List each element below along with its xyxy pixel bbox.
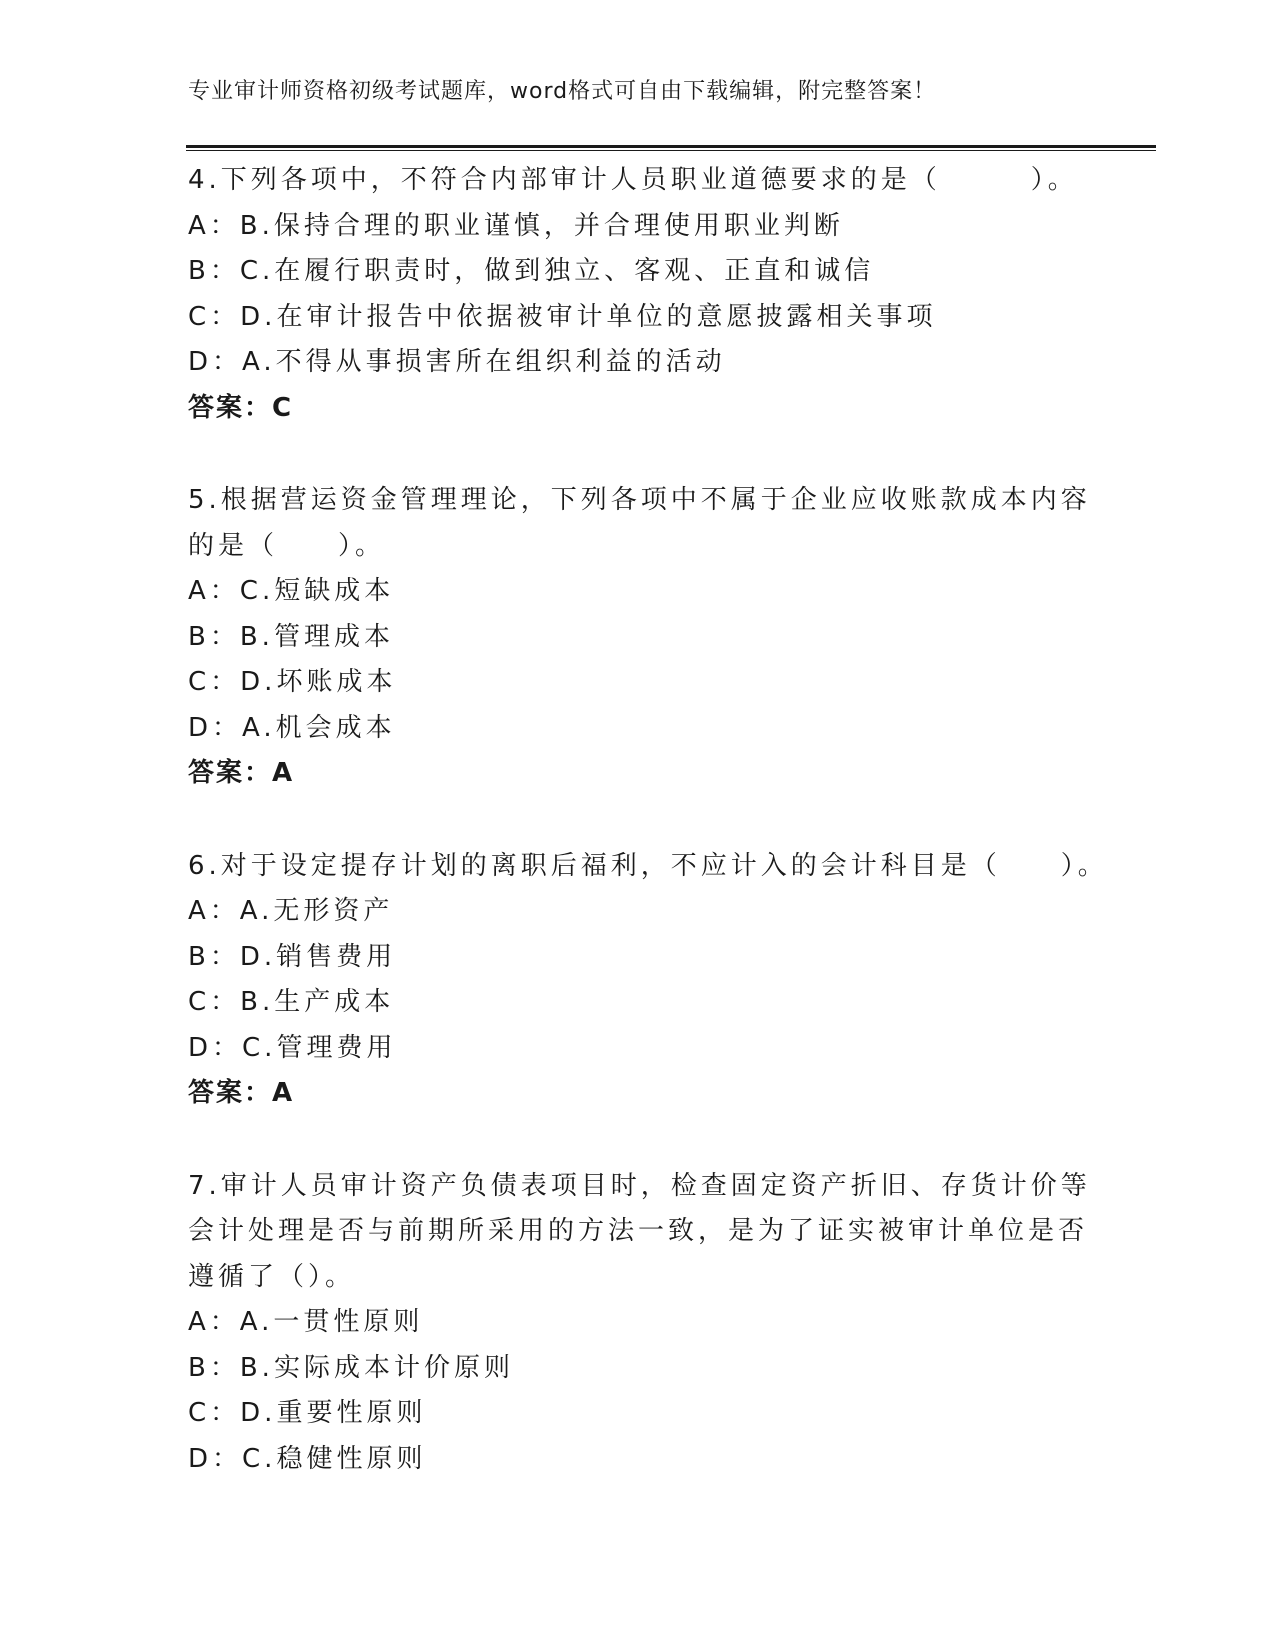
option-c: C：B.生产成本 [188, 987, 395, 1017]
option-c: C：D.在审计报告中依据被审计单位的意愿披露相关事项 [188, 301, 937, 332]
answer-line: 答案：A [188, 758, 295, 788]
option-a: A：A.无形资产 [188, 896, 394, 926]
answer-line: 答案：C [188, 392, 294, 423]
option-b: B：C.在履行职责时，做到独立、客观、正直和诚信 [188, 256, 875, 286]
header-rule-thin [186, 150, 1156, 151]
question-stem: 5.根据营运资金管理理论，下列各项中不属于企业应收账款成本内容 [188, 485, 1091, 515]
option-d: D：C.稳健性原则 [188, 1443, 427, 1474]
answer-line: 答案：A [188, 1078, 295, 1108]
option-b: B：B.管理成本 [188, 621, 394, 652]
question-7 [188, 1164, 1091, 1483]
question-list [188, 158, 1108, 1529]
question-stem-continued: 遵循了（）。 [188, 1261, 356, 1292]
question-stem-continued: 会计处理是否与前期所采用的方法一致，是为了证实被审计单位是否 [188, 1216, 1089, 1246]
option-d: D：C.管理费用 [188, 1032, 397, 1063]
option-c: C：D.重要性原则 [188, 1398, 427, 1428]
header-rule-thick [186, 145, 1156, 148]
question-6 [188, 844, 1108, 1117]
option-d: D：A.不得从事损害所在组织利益的活动 [188, 347, 726, 377]
option-d: D：A.机会成本 [188, 712, 396, 743]
option-a: A：C.短缺成本 [188, 576, 395, 606]
option-a: A：A.一贯性原则 [188, 1307, 424, 1337]
question-stem-continued: 的是（ ）。 [188, 530, 386, 561]
question-stem: 7.审计人员审计资产负债表项目时，检查固定资产折旧、存货计价等 [188, 1170, 1091, 1201]
question-stem: 4.下列各项中，不符合内部审计人员职业道德要求的是（ ）。 [188, 165, 1078, 195]
option-c: C：D.坏账成本 [188, 667, 397, 697]
question-5 [188, 478, 1091, 797]
option-a: A：B.保持合理的职业谨慎，并合理使用职业判断 [188, 210, 844, 241]
question-4 [188, 158, 1078, 431]
option-b: B：B.实际成本计价原则 [188, 1352, 514, 1383]
question-stem: 6.对于设定提存计划的离职后福利，不应计入的会计科目是（ ）。 [188, 850, 1108, 881]
document-header: 专业审计师资格初级考试题库，word格式可自由下载编辑，附完整答案！ [188, 79, 937, 104]
option-b: B：D.销售费用 [188, 941, 397, 972]
